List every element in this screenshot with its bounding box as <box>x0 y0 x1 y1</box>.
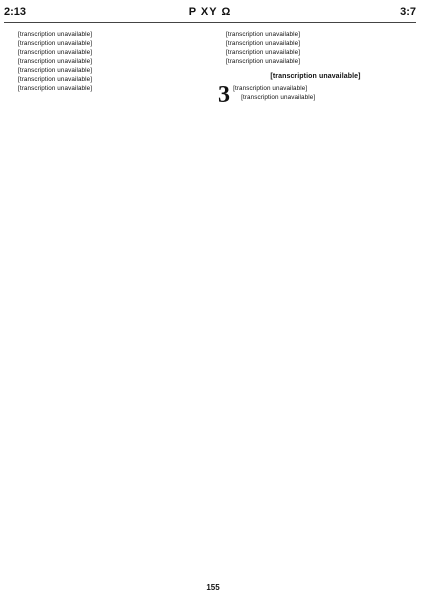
paragraph: [transcription unavailable] <box>226 40 301 47</box>
paragraph: [transcription unavailable] <box>18 76 93 83</box>
paragraph: [transcription unavailable] <box>18 40 93 47</box>
right-column <box>218 30 413 108</box>
paragraph: [transcription unavailable] <box>18 67 93 74</box>
header-chapter-end: 3:7 <box>400 6 416 18</box>
chapter-drop-cap: 3 <box>218 82 231 108</box>
header-book-title: P XY Ω <box>188 6 232 18</box>
paragraph: [transcription unavailable] <box>226 58 301 65</box>
paragraph: [transcription unavailable] <box>226 49 301 56</box>
page-number: 155 <box>206 583 220 592</box>
header-rule <box>4 22 416 23</box>
paragraph: [transcription unavailable] <box>226 31 301 38</box>
running-header <box>4 4 416 22</box>
header-chapter-start: 2:13 <box>4 6 27 18</box>
paragraph-text: [transcription unavailable] <box>233 85 308 92</box>
paragraph: [transcription unavailable] <box>241 94 316 101</box>
paragraph: [transcription unavailable] <box>18 31 93 38</box>
paragraph: [transcription unavailable] <box>18 85 93 92</box>
left-column <box>10 30 205 93</box>
paragraph: [transcription unavailable] <box>18 58 93 65</box>
chapter-heading: [transcription unavailable] <box>270 73 361 80</box>
chapter-opening-paragraph <box>218 82 413 108</box>
paragraph: [transcription unavailable] <box>18 49 93 56</box>
